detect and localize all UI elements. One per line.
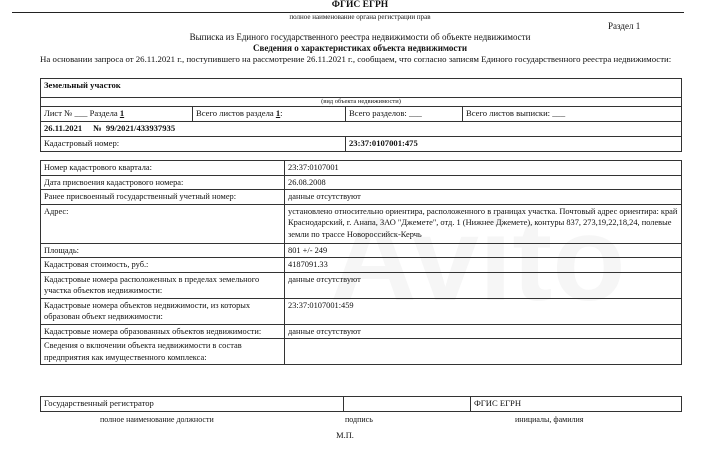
section-label: Раздел 1 (608, 21, 641, 31)
row-label: Номер кадастрового квартала: (41, 161, 285, 176)
row-label: Кадастровые номера образованных объектов недвижимости: (41, 324, 285, 339)
object-type: Земельный участок (44, 80, 121, 90)
cadastral-label: Кадастровый номер: (44, 138, 120, 148)
row-label: Кадастровые номера объектов недвижимости, из которых образован объект недвижимости: (41, 298, 285, 324)
stamp-place: М.П. (336, 431, 354, 440)
row-label: Дата присвоения кадастрового номера: (41, 175, 285, 190)
row-value: 23:37:0107001 (285, 161, 682, 176)
extract-date: 26.11.2021 (44, 123, 83, 133)
cadastral-value-cell (346, 137, 682, 152)
section-inline-label: Раздела (89, 108, 118, 118)
registry-subtitle: полное наименование органа регистрации прав (289, 13, 431, 21)
row-label: Кадастровая стоимость, руб.: (41, 258, 285, 273)
document-intro: На основании запроса от 26.11.2021 г., поступившего на рассмотрение 26.11.2021 г., сообщаем, что согласно записям Единого государственного реестра недвижимости: (40, 54, 672, 64)
table-row (41, 339, 682, 365)
object-header-table (40, 78, 682, 152)
registrar-table (40, 396, 682, 412)
registrar-label: Государственный регистратор (41, 397, 344, 412)
row-value: 26.08.2008 (285, 175, 682, 190)
total-sheets-extract-label: Всего листов выписки: (466, 108, 551, 118)
table-row (41, 161, 682, 176)
row-value: 801 +/- 249 (285, 243, 682, 258)
total-sheets-section-value: 1 (275, 108, 281, 118)
object-type-cell (41, 79, 682, 98)
total-sections-value: ___ (408, 108, 422, 118)
cadastral-label-cell (41, 137, 346, 152)
total-sections-label: Всего разделов: (349, 108, 407, 118)
row-label: Адрес: (41, 204, 285, 243)
extract-number-label: № (92, 123, 102, 133)
row-label: Кадастровые номера расположенных в пределах земельного участка объектов недвижимости: (41, 272, 285, 298)
table-row (41, 272, 682, 298)
registrar-signature-cell (344, 397, 471, 412)
total-sheets-section-suffix: : (280, 108, 283, 118)
row-value: данные отсутствуют (285, 190, 682, 205)
position-caption: полное наименование должности (100, 415, 214, 424)
row-label: Сведения о включении объекта недвижимости в состав предприятия как имущественного комплекса: (41, 339, 285, 365)
sheet-cell (41, 107, 193, 122)
characteristics-table (40, 160, 682, 365)
table-row (41, 190, 682, 205)
registrar-org: ФГИС ЕГРН (471, 397, 682, 412)
section-inline-value: 1 (119, 108, 125, 118)
table-row (41, 258, 682, 273)
sheet-label: Лист № (44, 108, 73, 118)
total-sheets-section-cell (193, 107, 346, 122)
row-value: данные отсутствуют (285, 272, 682, 298)
total-sheets-extract-value: ___ (552, 108, 566, 118)
object-type-caption: (вид объекта недвижимости) (41, 98, 682, 107)
document-title: Выписка из Единого государственного реестра недвижимости об объекте недвижимости (189, 32, 531, 42)
row-value: 23:37:0107001:459 (285, 298, 682, 324)
extract-number-cell (41, 122, 682, 137)
sheet-value: ___ (74, 108, 88, 118)
total-sheets-extract-cell (463, 107, 682, 122)
document-subtitle: Сведения о характеристиках объекта недвижимости (252, 43, 468, 53)
table-row (41, 324, 682, 339)
row-value: данные отсутствуют (285, 324, 682, 339)
total-sections-cell (346, 107, 463, 122)
row-value (285, 339, 682, 365)
table-row (41, 204, 682, 243)
table-row (41, 175, 682, 190)
table-row (41, 298, 682, 324)
extract-number: 99/2021/433937935 (105, 123, 176, 133)
total-sheets-section-label: Всего листов раздела (196, 108, 274, 118)
row-value: 4187091.33 (285, 258, 682, 273)
row-label: Площадь: (41, 243, 285, 258)
cadastral-number: 23:37:0107001:475 (349, 138, 418, 148)
name-caption: инициалы, фамилия (515, 415, 584, 424)
table-row (41, 243, 682, 258)
row-value: установлено относительно ориентира, расположенного в границах участка. Почтовый адрес ориентира: край Краснодарский, г. Анапа, ЗАО "Джемете", отд. 1 (Нижнее Джемете), контуры 837, 273,19,22,18,24, полевые земли по трассе Новороссийск-Керчь (285, 204, 682, 243)
signature-caption: подпись (345, 415, 373, 424)
registry-title: ФГИС ЕГРН (331, 0, 389, 10)
signature-captions (40, 415, 682, 427)
row-label: Ранее присвоенный государственный учетный номер: (41, 190, 285, 205)
